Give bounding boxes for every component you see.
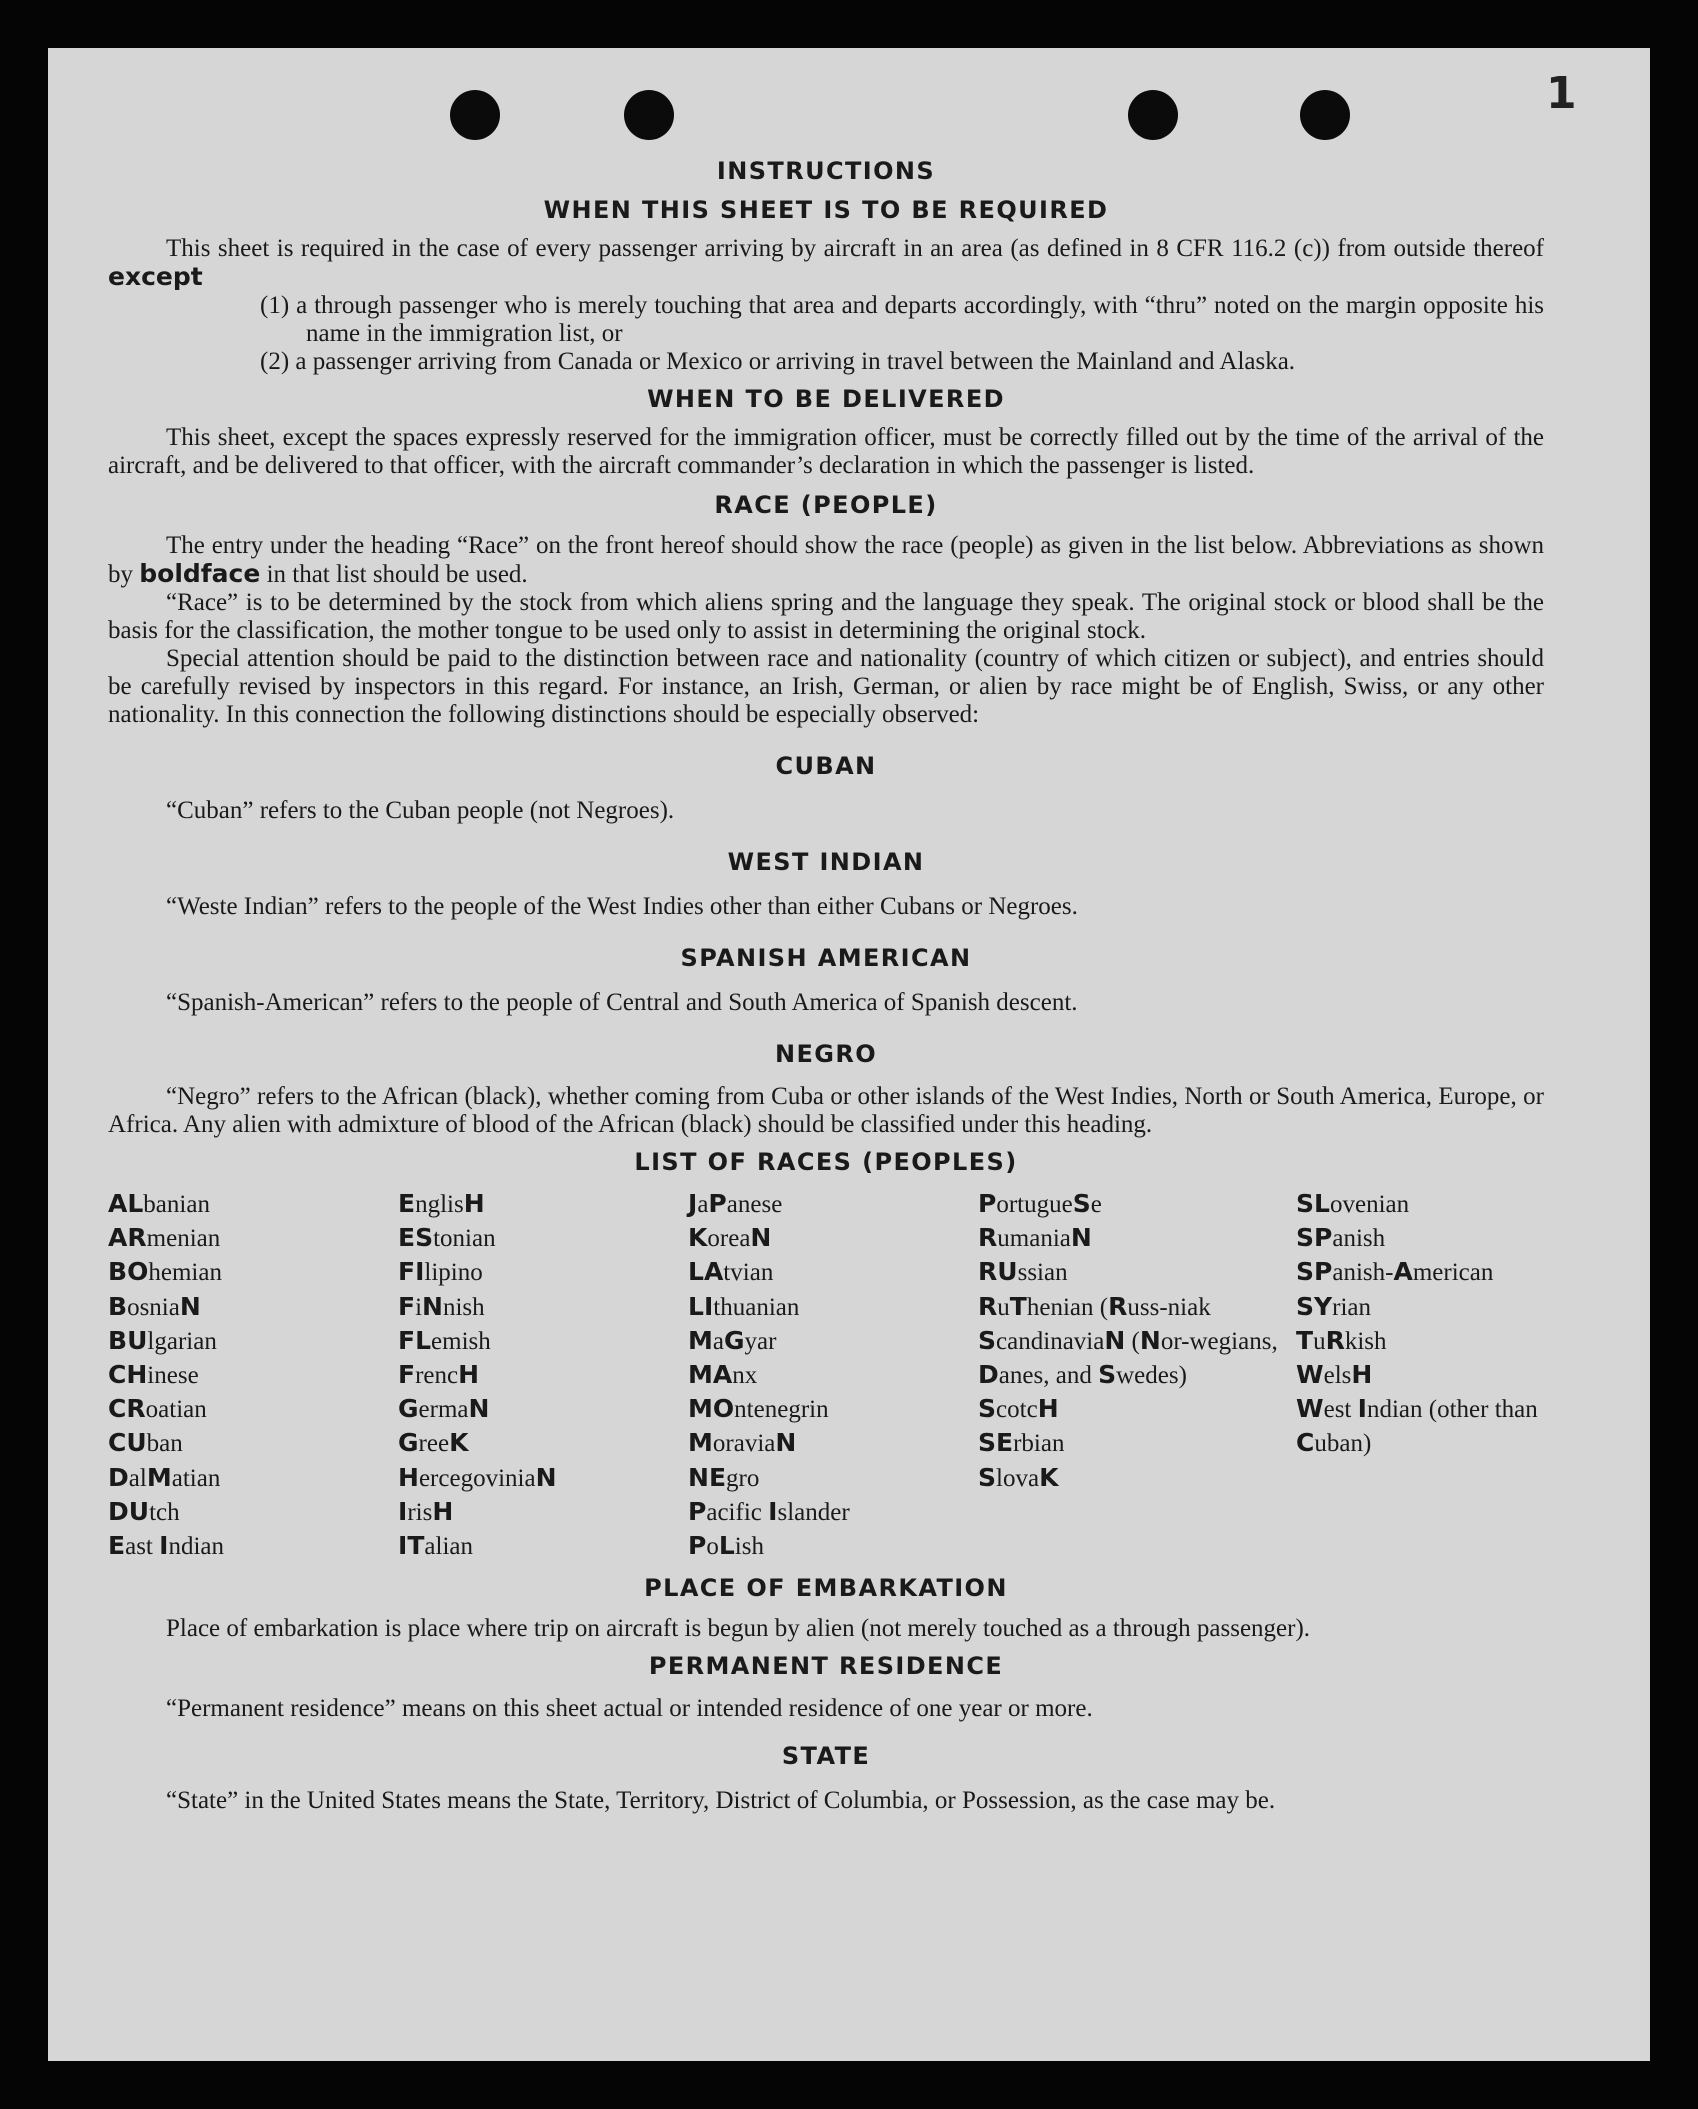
embarkation-heading: PLACE OF EMBARKATION — [644, 1574, 1008, 1603]
race-column — [108, 1187, 398, 1563]
race-entry: ARmenian — [108, 1223, 221, 1253]
race-entry: SYrian — [1296, 1291, 1372, 1321]
negro-text: “Negro” refers to the African (black), whether coming from Cuba or other islands of the West Indies, North or South America, Europe, or Africa. Any alien with admixture of blood of the African (black) should be classified under this heading. — [108, 1083, 1544, 1138]
west-indian-heading: WEST INDIAN — [727, 848, 925, 876]
race-entry: LAtvian — [688, 1257, 774, 1287]
race-entry: HercegoviniaN — [398, 1462, 557, 1492]
race-entry: MOntenegrin — [688, 1394, 829, 1424]
race-entry: WelsH — [1296, 1360, 1373, 1390]
race-entry: ALbanian — [108, 1189, 210, 1218]
race-entry: TuRkish — [1296, 1325, 1387, 1355]
race-entry: SPanish-American — [1296, 1257, 1494, 1287]
race-entry: SErbian — [978, 1428, 1065, 1458]
punch-hole — [450, 90, 500, 140]
race-entry: PortugueSe — [978, 1189, 1102, 1218]
race-entry: BosniaN — [108, 1291, 201, 1321]
clause-1: (1) a through passenger who is merely touching that area and departs accordingly, with “thru” noted on the margin opposite his name in the immigration list, or — [260, 292, 1544, 347]
race-entry: CRoatian — [108, 1394, 207, 1424]
race-entry: DalMatian — [108, 1462, 221, 1492]
race-entry: LIthuanian — [688, 1291, 800, 1321]
race-entry: DUtch — [108, 1496, 180, 1526]
race-paragraph-2: “Race” is to be determined by the stock from which aliens spring and the language they speak. The original stock or blood shall be the basis for the classification, the mother tongue to be used only to assist in determining the original stock. — [108, 589, 1544, 644]
race-entry: NEgro — [688, 1462, 760, 1492]
embarkation-text: Place of embarkation is place where trip on aircraft is begun by alien (not merely touched as a through passenger). — [166, 1615, 1311, 1643]
document-sheet — [48, 48, 1650, 2061]
race-list — [108, 1187, 1544, 1563]
cuban-text: “Cuban” refers to the Cuban people (not Negroes). — [166, 797, 675, 824]
race-list-heading: LIST OF RACES (PEOPLES) — [634, 1148, 1018, 1176]
race-entry: FiNnish — [398, 1291, 485, 1321]
race-column — [978, 1187, 1296, 1563]
page-mark: 1 — [1546, 68, 1577, 119]
instructions-title: INSTRUCTIONS — [716, 157, 936, 185]
race-entry: MoraviaN — [688, 1428, 797, 1458]
race-entry: EnglisH — [398, 1189, 485, 1218]
race-entry: ITalian — [398, 1531, 473, 1561]
race-entry: FLemish — [398, 1325, 491, 1355]
race-paragraph-1: The entry under the heading “Race” on the front hereof should show the race (people) as given in the list below. Abbreviations as shown by boldface in that list should be used. — [108, 532, 1544, 588]
residence-text: “Permanent residence” means on this sheet actual or intended residence of one year or more. — [166, 1695, 1093, 1723]
race-column — [688, 1187, 978, 1563]
race-entry: SLovenian — [1296, 1189, 1410, 1218]
race-entry: RuThenian (Russ-niak — [978, 1291, 1211, 1321]
when-required-heading: WHEN THIS SHEET IS TO BE REQUIRED — [543, 196, 1109, 224]
race-heading: RACE (PEOPLE) — [714, 491, 938, 519]
punch-hole — [624, 90, 674, 140]
race-entry: JaPanese — [688, 1189, 783, 1218]
race-entry: SlovaK — [978, 1462, 1059, 1492]
when-delivered-text: This sheet, except the spaces expressly reserved for the immigration officer, must be correctly filled out by the time of the arrival of the aircraft, and be delivered to that officer, with the aircraft commander’s declaration in which the passenger is listed. — [108, 424, 1544, 479]
race-column — [398, 1187, 688, 1563]
race-entry: GermaN — [398, 1394, 490, 1424]
race-entry: ScotcH — [978, 1394, 1059, 1424]
when-required-intro: This sheet is required in the case of every passenger arriving by aircraft in an area (as defined in 8 CFR 116.2 (c)) from outside thereof except — [108, 235, 1544, 291]
punch-hole — [1128, 90, 1178, 140]
clause-2: (2) a passenger arriving from Canada or Mexico or arriving in travel between the Mainland and Alaska. — [260, 348, 1296, 375]
race-entry: MAnx — [688, 1360, 758, 1390]
race-paragraph-3: Special attention should be paid to the distinction between race and nationality (country of which citizen or subject), and entries should be carefully revised by inspectors in this regard. For instance, an Irish, German, or alien by race might be of English, Swiss, or any other nationality. In this connection the following distinctions should be especially observed: — [108, 645, 1544, 728]
race-entry: BUlgarian — [108, 1325, 217, 1355]
west-indian-text: “Weste Indian” refers to the people of the West Indies other than either Cubans or Negroes. — [166, 893, 1078, 920]
spanish-american-text: “Spanish-American” refers to the people of Central and South America of Spanish descent. — [166, 989, 1078, 1016]
race-entry: PoLish — [688, 1531, 764, 1561]
negro-heading: NEGRO — [774, 1040, 878, 1068]
race-entry: SPanish — [1296, 1223, 1386, 1253]
race-entry: BOhemian — [108, 1257, 222, 1287]
race-entry: EStonian — [398, 1223, 496, 1253]
race-entry: ScandinaviaN (Nor-wegians, Danes, and Swedes) — [978, 1325, 1278, 1390]
race-entry: FrencH — [398, 1360, 480, 1390]
race-entry: CHinese — [108, 1360, 199, 1390]
cuban-heading: CUBAN — [775, 752, 877, 780]
residence-heading: PERMANENT RESIDENCE — [648, 1652, 1004, 1681]
when-delivered-heading: WHEN TO BE DELIVERED — [647, 385, 1005, 413]
race-entry: GreeK — [398, 1428, 469, 1458]
race-entry: Pacific Islander — [688, 1496, 850, 1526]
race-entry: FIlipino — [398, 1257, 483, 1287]
race-entry: IrisH — [398, 1496, 454, 1526]
race-entry: MaGyar — [688, 1325, 777, 1355]
spanish-american-heading: SPANISH AMERICAN — [680, 944, 972, 972]
punch-hole — [1300, 90, 1350, 140]
race-entry: CUban — [108, 1428, 183, 1458]
instructions-body — [108, 156, 1544, 1815]
race-entry: RUssian — [978, 1257, 1068, 1287]
state-heading: STATE — [781, 1742, 871, 1771]
race-entry: RumaniaN — [978, 1223, 1092, 1253]
race-entry: KoreaN — [688, 1223, 772, 1253]
state-text: “State” in the United States means the State, Territory, District of Columbia, or Possession, as the case may be. — [166, 1787, 1276, 1815]
race-column — [1296, 1187, 1546, 1563]
race-entry: East Indian — [108, 1531, 224, 1561]
race-entry: West Indian (other than Cuban) — [1296, 1394, 1538, 1458]
